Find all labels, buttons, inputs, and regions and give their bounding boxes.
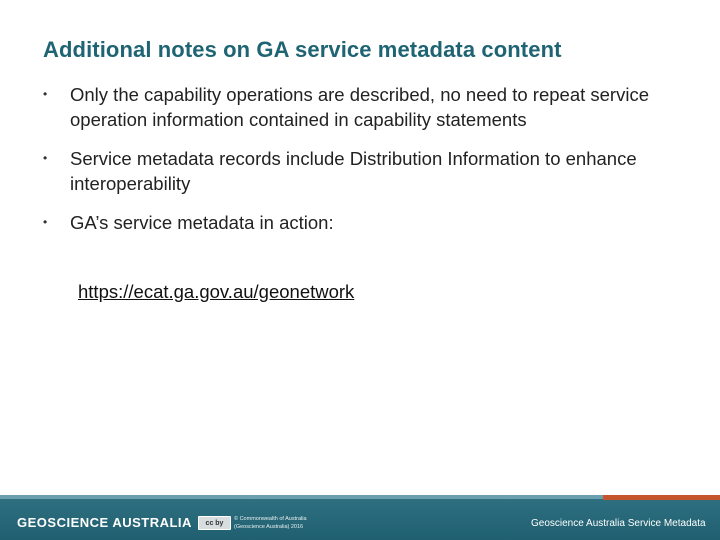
geonetwork-link[interactable]: https://ecat.ga.gov.au/geonetwork [78,281,355,302]
bullet-item [43,146,683,196]
copyright-line: (Geoscience Australia) 2016 [234,524,304,530]
bullet-list [43,82,683,249]
bullet-text: GA’s service metadata in action: [70,212,334,233]
copyright-notice [234,515,307,531]
bullet-marker: • [43,87,48,101]
bullet-marker: • [43,215,48,229]
bullet-item [43,82,683,132]
bullet-text: Service metadata records include Distribution Information to enhance interoperability [70,148,637,194]
cc-badge-label: cc by [205,519,224,527]
geoscience-australia-logo: GEOSCIENCE AUSTRALIA [17,515,192,530]
bullet-marker: • [43,151,48,165]
bullet-text: Only the capability operations are described, no need to repeat service operation information contained in capability statements [70,84,649,130]
copyright-line: © Commonwealth of Australia [234,516,307,522]
slide-title: Additional notes on GA service metadata content [43,37,562,62]
bullet-item [43,210,683,235]
creative-commons-badge[interactable] [198,516,231,530]
footer-accent-bar [603,495,720,500]
footer-presentation-title: Geoscience Australia Service Metadata [531,518,706,529]
